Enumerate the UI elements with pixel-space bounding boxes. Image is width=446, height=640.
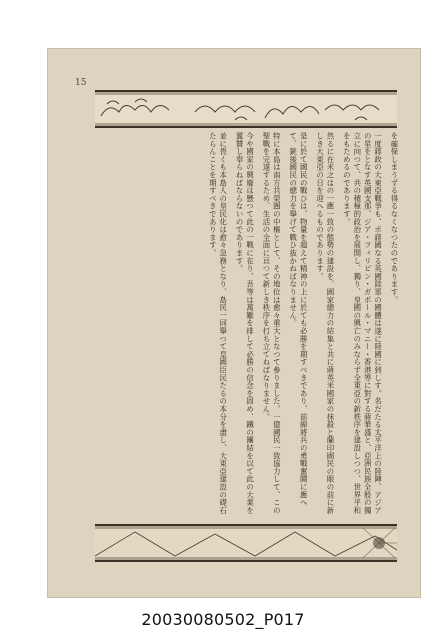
document-page — [47, 48, 421, 598]
rising-sun-ornament-icon — [95, 526, 397, 560]
decorative-header-band — [95, 90, 397, 128]
body-text — [69, 132, 399, 518]
paragraph: 然るに在米之はの一應一致の態勢の建設を、國家總力の結集と共に蔣英米國家の抹殺と蘭印國民の眼の前に新しき大東亞の日を迎へるものであります。 — [315, 132, 335, 515]
paragraph: 一度蔣政の大東亞戰爭も、ポ蔣國なる英國陸軍の國體は遂に陸國に到しす。名だたる太平洋上の陸陣、アジアの星をとなす英國支那、ジア・フィリピン・ガポール・マニー・香港等に對する蔣華盛と、亞洲民族全般の獨立に向つて、共の積極的政治を展開し、獨り、皇國の興亡のみならず全東亞の新秩序を建設しつつ、世界平和をもためるのであります。 — [342, 132, 383, 515]
paragraph: 特に本島は南方共榮圏の中樞として、その地位は愈々重大となつて參りました。一億國民一致協力して、この聖戰を完遂するため、生活の全面に亘つて新しき秩序を打ち立てねばなりません。 — [261, 132, 282, 515]
paragraph: 是に於て國民の戰ひは、物量を超えて精神の上に於ても必勝を期すべきであり、前線將兵の勇戰奮鬪に應へて、銃後國民の總力を擧げて戰ひ抜かねばなりません。 — [288, 132, 309, 507]
decorative-footer-band — [95, 524, 397, 562]
paragraph: 並に畏くも本島人の皇民化は愈々急務となり、島民一同擧つて皇國臣民たるの本分を盡し、大東亞建設の礎石たらんことを期すべきであります。 — [208, 132, 228, 515]
paragraph: を確保しまうずる得るなくなつたのであります。 — [390, 132, 399, 304]
paragraph: 今や國家の興廢は懸つて此の一戰に在り、吾等は萬難を排して必勝の信念を固め、鐵の團結を以て此の大業を翼贊し奉らねばならないのであります。 — [235, 132, 255, 515]
page-number: 15 — [75, 78, 87, 88]
image-caption: 20030080502_P017 — [141, 609, 305, 629]
cloud-ornament-icon — [95, 92, 397, 126]
